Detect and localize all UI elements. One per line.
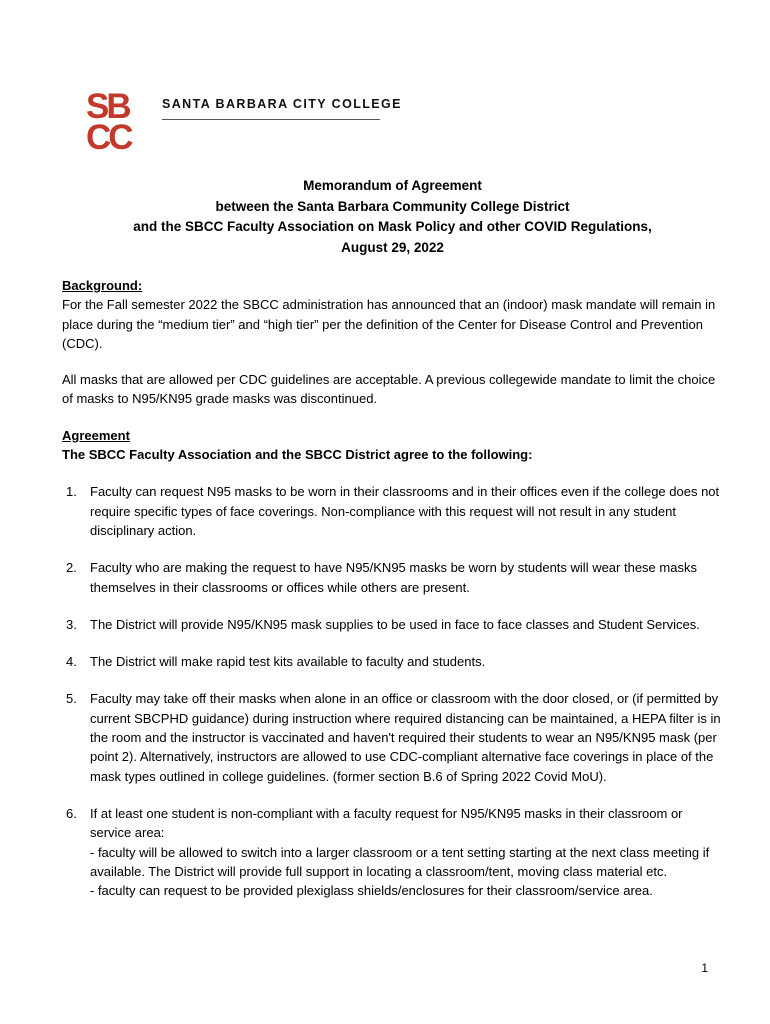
agreement-list [62, 482, 724, 900]
list-item [62, 689, 724, 785]
college-logo [86, 87, 402, 157]
background-paragraph-2: All masks that are allowed per CDC guidelines are acceptable. A previous collegewide mandate to limit the choice of masks to N95/KN95 grade masks was discontinued. [62, 372, 716, 407]
page-number: 1 [701, 961, 708, 975]
list-item-text: If at least one student is non-compliant with a faculty request for N95/KN95 masks in their classroom or service area: [90, 805, 683, 841]
list-item-number: 6. [66, 805, 77, 821]
document-title [0, 176, 770, 258]
background-heading: Background: [62, 278, 143, 293]
list-item-subpoint: - faculty can request to be provided plexiglass shields/enclosures for their classroom/service area. [90, 883, 653, 899]
list-item [62, 652, 724, 671]
agreement-heading: Agreement [62, 427, 130, 443]
list-item-number: 1. [66, 484, 77, 500]
logo-divider [162, 119, 380, 120]
document-body [62, 276, 724, 918]
list-item-number: 4. [66, 654, 77, 670]
title-line-3: and the SBCC Faculty Association on Mask Policy and other COVID Regulations, [133, 219, 652, 234]
list-item [62, 482, 724, 540]
background-paragraph-1: For the Fall semester 2022 the SBCC administration has announced that an (indoor) mask mandate will remain in place during the “medium tier” and “high tier” per the definition of the Center for Disease Control and Prevention (CDC). [62, 297, 716, 351]
list-item-text: The District will make rapid test kits available to faculty and students. [90, 654, 486, 670]
title-line-4: August 29, 2022 [341, 239, 444, 255]
list-item-text: Faculty who are making the request to have N95/KN95 masks be worn by students will wear these masks themselves in their classrooms or offices while others are present. [90, 560, 697, 595]
logo-mark-line1: SB [86, 87, 129, 126]
list-item [62, 558, 724, 597]
college-name: SANTA BARBARA CITY COLLEGE [162, 97, 402, 111]
list-item-text: Faculty can request N95 masks to be worn in their classrooms and in their offices even if the college does not require specific types of face coverings. Non-compliance with this request will not result in any student disciplinary action. [90, 484, 720, 538]
agreement-intro: The SBCC Faculty Association and the SBCC District agree to the following: [62, 447, 533, 463]
list-item [62, 615, 724, 634]
list-item-subpoint: - faculty will be allowed to switch into a larger classroom or a tent setting starting at the next class meeting if available. The District will provide full support in locating a classroom/tent, moving class material etc. [90, 844, 710, 879]
list-item-number: 3. [66, 616, 77, 632]
list-item [62, 804, 724, 900]
list-item-text: Faculty may take off their masks when alone in an office or classroom with the door closed, or (if permitted by current SBCPHD guidance) during instruction where required distancing can be maintained, a HEPA filter is in the room and the instructor is vaccinated and haven't required their students to wear an N95/KN95 mask (per point 2). Alternatively, instructors are allowed to use CDC-compliant alternative face coverings in place of the mask types outlined in college guidelines. (former section B.6 of Spring 2022 Covid MoU). [90, 691, 721, 784]
title-line-1: Memorandum of Agreement [303, 178, 482, 193]
title-line-2: between the Santa Barbara Community College District [215, 198, 570, 214]
logo-mark-line2: CC [86, 118, 131, 157]
list-item-number: 2. [66, 560, 77, 576]
list-item-text: The District will provide N95/KN95 mask supplies to be used in face to face classes and Student Services. [90, 616, 700, 632]
sbcc-logo-mark [86, 87, 156, 157]
list-item-number: 5. [66, 691, 77, 707]
